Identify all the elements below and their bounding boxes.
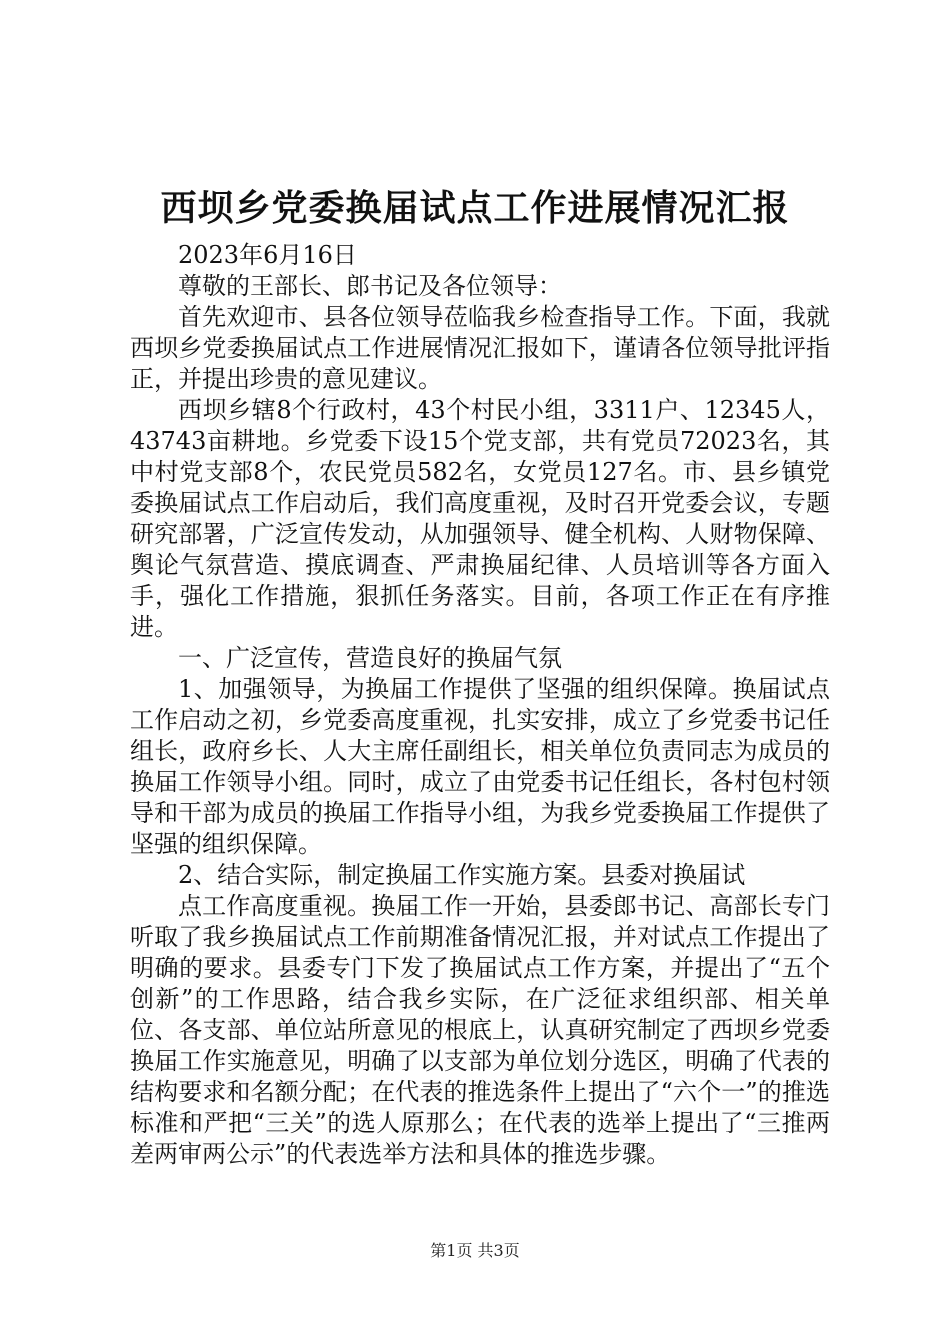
salutation: 尊敬的王部长、郎书记及各位领导： [178, 272, 562, 300]
page-footer: 第1页 共3页 [430, 1241, 520, 1260]
paragraph-item-2-body: 点工作高度重视。换届工作一开始，县委郎书记、高部长专门听取了我乡换届试点工作前期准备情况汇报，并对试点工作提出了明确的要求。县委专门下发了换届试点工作方案，并提出了“五个创新”的工作思路，结合我乡实际，在广泛征求组织部、相关单位、各支部、单位站所意见的根底上，认真研究制定了西坝乡党委换届工作实施意见，明确了以支部为单位划分选区，明确了代表的结构要求和名额分配；在代表的推选条件上提出了“六个一”的推选标准和严把“三关”的选人原那么；在代表的选举上提出了“三推两差两审两公示”的代表选举方法和具体的推选步骤。 [130, 892, 830, 1168]
paragraph-item-1: 1、加强领导，为换届工作提供了坚强的组织保障。换届试点工作启动之初，乡党委高度重视，扎实安排，成立了乡党委书记任组长，政府乡长、人大主席任副组长，相关单位负责同志为成员的换届工作领导小组。同时，成立了由党委书记任组长，各村包村领导和干部为成员的换届工作指导小组，为我乡党委换届工作提供了坚强的组织保障。 [130, 675, 830, 858]
paragraph-overview: 西坝乡辖8个行政村，43个村民小组，3311户、12345人，43743亩耕地。乡党委下设15个党支部，共有党员72023名，其中村党支部8个，农民党员582名，女党员127名。市、县乡镇党委换届试点工作启动后，我们高度重视，及时召开党委会议，专题研究部署，广泛宣传发动，从加强领导、健全机构、人财物保障、舆论气氛营造、摸底调查、严肃换届纪律、人员培训等各方面入手，强化工作措施，狠抓任务落实。目前，各项工作正在有序推进。 [130, 396, 830, 641]
paragraph-intro: 首先欢迎市、县各位领导莅临我乡检查指导工作。下面，我就西坝乡党委换届试点工作进展情况汇报如下，谨请各位领导批评指正，并提出珍贵的意见建议。 [130, 303, 830, 393]
document-body [130, 240, 830, 1170]
document-title: 西坝乡党委换届试点工作进展情况汇报 [160, 187, 790, 229]
section-heading-1: 一、广泛宣传，营造良好的换届气氛 [178, 644, 562, 672]
paragraph-item-2-start: 2、结合实际，制定换届工作实施方案。县委对换届试 [178, 861, 746, 889]
document-date: 2023年6月16日 [178, 241, 357, 269]
